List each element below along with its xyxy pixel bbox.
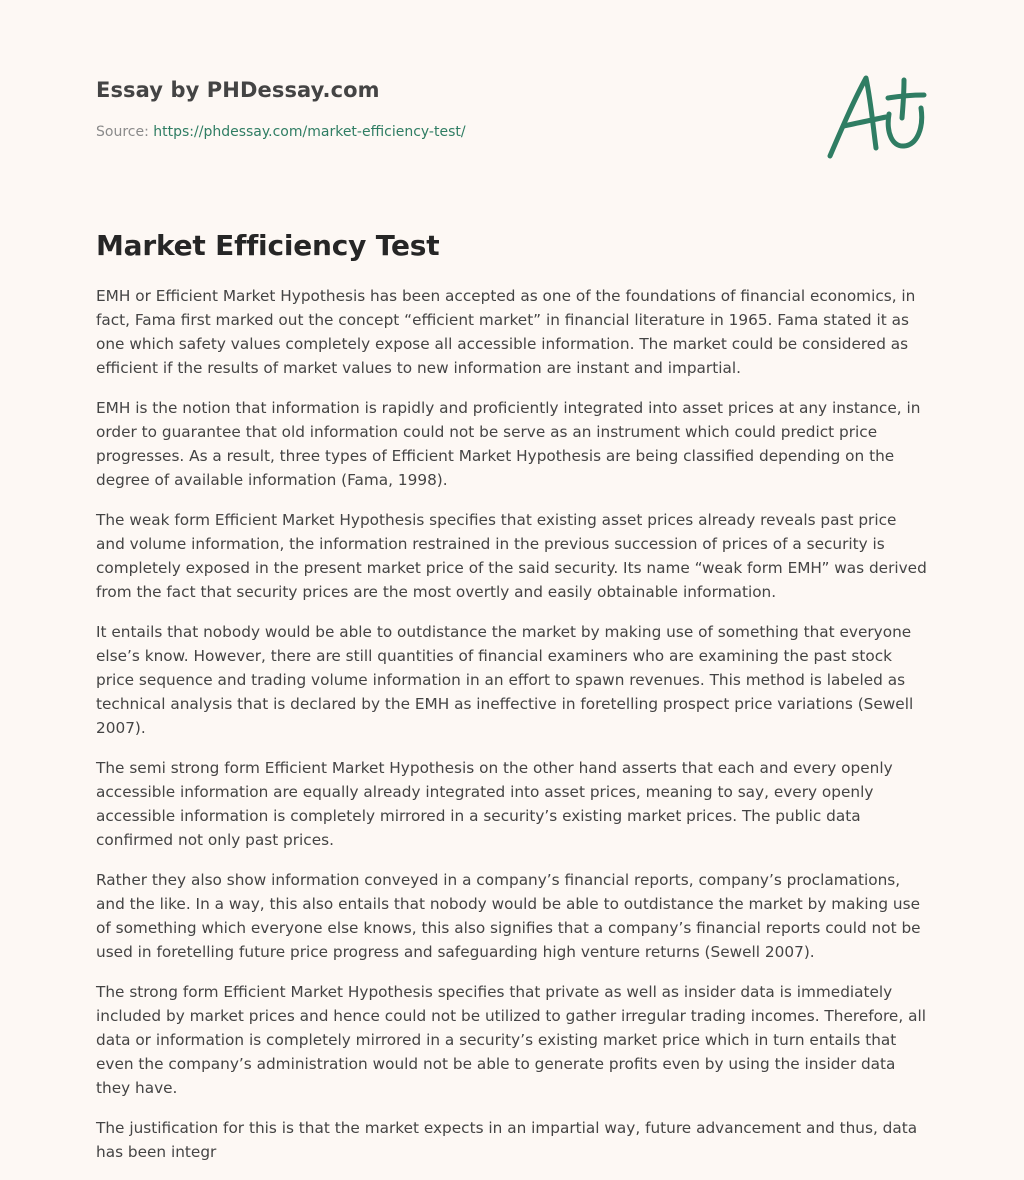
site-title: Essay by PHDessay.com <box>96 78 380 102</box>
source-link[interactable]: https://phdessay.com/market-efficiency-test/ <box>153 124 466 140</box>
page-header <box>96 74 928 174</box>
essay-paragraph: The strong form Efficient Market Hypothesis specifies that private as well as insider data is immediately included by market prices and hence could not be utilized to gather irregular trading incomes. Therefore, all data or information is completely mirrored in a security’s existing market price which in turn entails that even the company’s administration would not be able to generate profits even by using the insider data they have. <box>96 983 926 1097</box>
essay-paragraph: The semi strong form Efficient Market Hypothesis on the other hand asserts that each and every openly accessible information are equally already integrated into asset prices, meaning to say, every openly accessible information is completely mirrored in a security’s existing market prices. The public data confirmed not only past prices. <box>96 759 893 849</box>
essay-paragraph: Rather they also show information conveyed in a company’s financial reports, company’s proclamations, and the like. In a way, this also entails that nobody would be able to outdistance the market by making use of something which everyone else knows, this also signifies that a company’s financial reports could not be used in foretelling future price progress and safeguarding high venture returns (Sewell 2007). <box>96 871 921 961</box>
essay-paragraph: EMH or Efficient Market Hypothesis has been accepted as one of the foundations of financial economics, in fact, Fama first marked out the concept “efficient market” in financial literature in 1965. Fama stated it as one which safety values completely expose all accessible information. The market could be considered as efficient if the results of market values to new information are instant and impartial. <box>96 287 916 377</box>
a-plus-grade-logo <box>824 68 928 164</box>
essay-paragraph: The weak form Efficient Market Hypothesis specifies that existing asset prices already reveals past price and volume information, the information restrained in the previous succession of prices of a security is completely exposed in the present market price of the said security. Its name “weak form EMH” was derived from the fact that security prices are the most overtly and easily obtainable information. <box>96 511 927 601</box>
a-plus-logo-icon <box>824 68 928 164</box>
essay-paragraph: The justification for this is that the market expects in an impartial way, future advancement and thus, data has been integr <box>96 1119 918 1161</box>
essay-title: Market Efficiency Test <box>96 229 440 262</box>
essay-body <box>96 284 928 1180</box>
essay-paragraph: EMH is the notion that information is rapidly and proficiently integrated into asset prices at any instance, in order to guarantee that old information could not be serve as an instrument which could predict price progresses. As a result, three types of Efficient Market Hypothesis are being classified depending on the degree of available information (Fama, 1998). <box>96 399 921 489</box>
source-label: Source: <box>96 124 149 140</box>
essay-paragraph: It entails that nobody would be able to outdistance the market by making use of something that everyone else’s know. However, there are still quantities of financial examiners who are examining the past stock price sequence and trading volume information in an effort to spawn revenues. This method is labeled as technical analysis that is declared by the EMH as ineffective in foretelling prospect price variations (Sewell 2007). <box>96 623 914 737</box>
source-line <box>96 122 466 142</box>
